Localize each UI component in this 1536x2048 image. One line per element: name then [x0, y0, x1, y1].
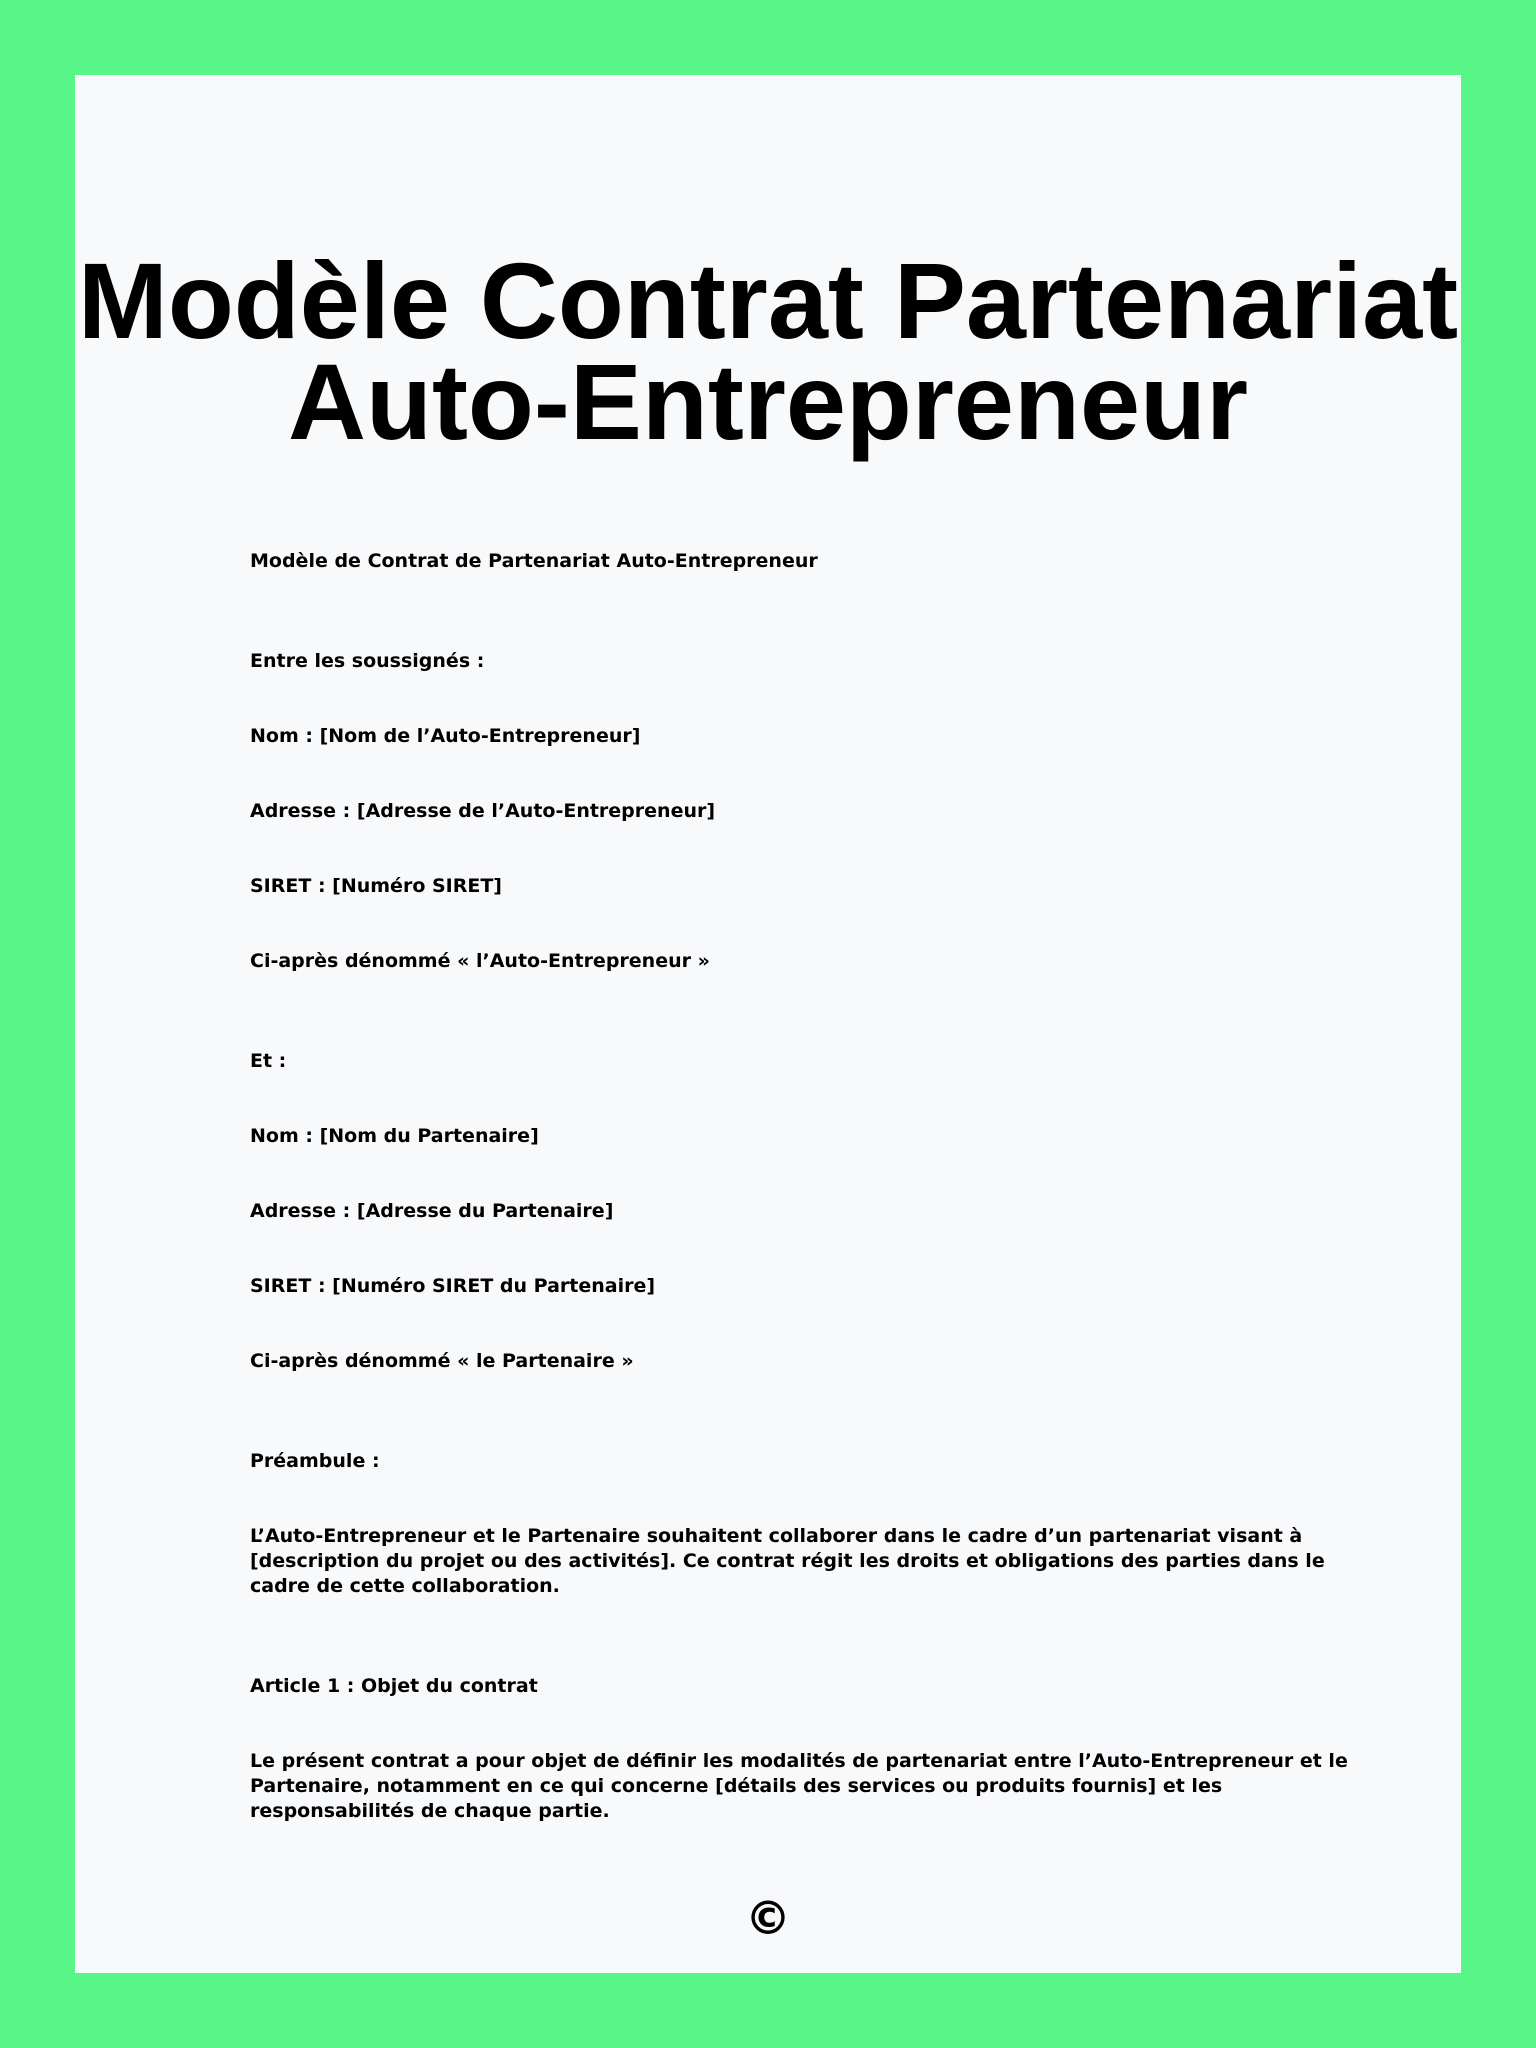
copyright-icon: ©	[745, 1891, 791, 1945]
document-page	[75, 75, 1461, 1973]
party2-name: Nom : [Nom du Partenaire]	[250, 1125, 539, 1147]
article1-text: Le présent contrat a pour objet de définir les modalités de partenariat entre l’Auto-Entrepreneur et le Partenaire, notamment en ce qui concerne [détails des services ou produits fournis] et les responsabilités de chaque partie.	[250, 1750, 1348, 1822]
party1-designation: Ci-après dénommé « l’Auto-Entrepreneur »	[250, 950, 710, 972]
party1-name: Nom : [Nom de l’Auto-Entrepreneur]	[250, 725, 641, 747]
article1-heading: Article 1 : Objet du contrat	[250, 1675, 538, 1697]
parties-intro: Entre les soussignés :	[250, 650, 485, 672]
party2-siret: SIRET : [Numéro SIRET du Partenaire]	[250, 1275, 656, 1297]
party1-address: Adresse : [Adresse de l’Auto-Entrepreneur]	[250, 800, 716, 822]
party2-address: Adresse : [Adresse du Partenaire]	[250, 1200, 614, 1222]
party1-siret: SIRET : [Numéro SIRET]	[250, 875, 502, 897]
party2-designation: Ci-après dénommé « le Partenaire »	[250, 1350, 634, 1372]
and-label: Et :	[250, 1050, 287, 1072]
title-line-2: Auto-Entrepreneur	[287, 341, 1249, 462]
document-title	[75, 240, 1461, 462]
title-line-1: Modèle Contrat Partenariat	[77, 240, 1459, 361]
preamble-heading: Préambule :	[250, 1450, 380, 1472]
preamble-text: L’Auto-Entrepreneur et le Partenaire souhaitent collaborer dans le cadre d’un partenariat visant à [description du projet ou des activités]. Ce contrat régit les droits et obligations des parties dans le cadre de cette collaboration.	[250, 1525, 1325, 1597]
contract-heading: Modèle de Contrat de Partenariat Auto-Entrepreneur	[250, 550, 818, 572]
